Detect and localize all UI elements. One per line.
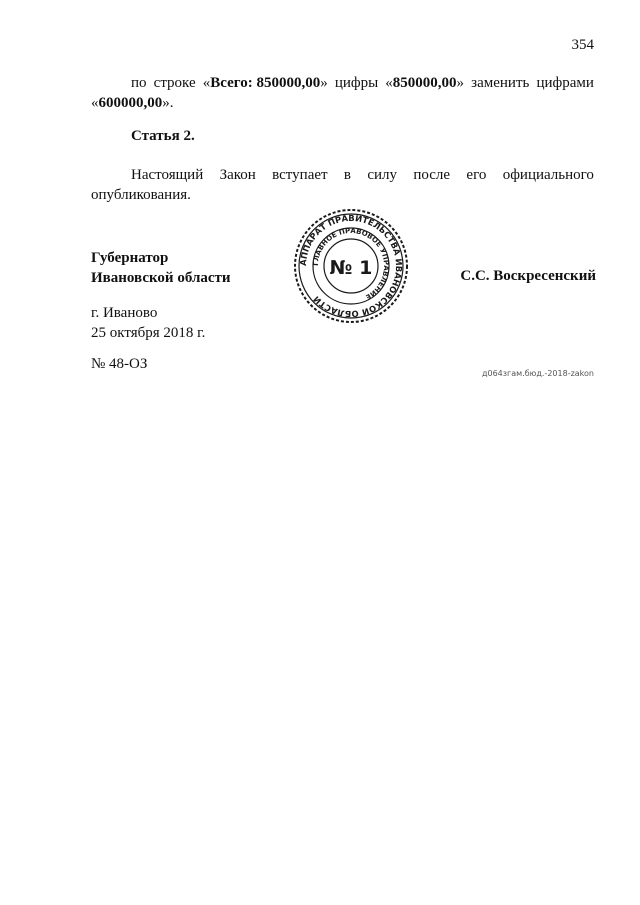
law-number: № 48-ОЗ: [91, 356, 148, 372]
word-2: Закон: [219, 167, 256, 183]
word-stroke: строке: [153, 75, 196, 91]
force-line-1: [91, 165, 594, 185]
amendment-line-2: «600000,00».: [91, 95, 174, 111]
word-5: силу: [367, 167, 398, 183]
page-number: 354: [571, 37, 594, 53]
governor-title: [91, 248, 231, 288]
file-reference: д064згам.бюд.-2018-zakon: [481, 369, 594, 378]
word-3: вступает: [272, 167, 328, 183]
word-digits-2: цифрами: [536, 75, 594, 91]
word-digits: цифры: [334, 75, 379, 91]
word-replace: заменить: [471, 75, 530, 91]
signatory-name: С.С. Воскресенский: [460, 268, 596, 284]
date: 25 октября 2018 г.: [91, 325, 206, 341]
word-1: Настоящий: [131, 167, 204, 183]
amendment-paragraph: [91, 73, 594, 113]
place-and-date: [91, 303, 205, 343]
article-title: Статья 2.: [131, 128, 195, 144]
word-8: официального: [502, 167, 594, 183]
seal-ring-text: АППАРАТ ПРАВИТЕЛЬСТВА ИВАНОВСКОЙ ОБЛАСТИ: [297, 212, 405, 320]
entry-into-force-paragraph: [91, 165, 594, 205]
force-line-2: опубликования.: [91, 187, 191, 203]
seal-inner-text: ГЛАВНОЕ ПРАВОВОЕ УПРАВЛЕНИЕ: [311, 226, 391, 302]
word-6: после: [413, 167, 451, 183]
place: г. Иваново: [91, 305, 158, 321]
word-4: в: [343, 167, 352, 183]
amendment-line-1: [91, 73, 594, 93]
quoted-old-value: «850000,00»: [385, 75, 465, 91]
official-seal: [293, 208, 409, 324]
governor-title-line-1: Губернатор: [91, 250, 169, 266]
governor-title-line-2: Ивановской области: [91, 270, 231, 286]
seal-center-number: № 1: [329, 257, 373, 279]
word-7: его: [466, 167, 487, 183]
quoted-total: «Всего: 850000,00»: [202, 75, 328, 91]
word-po: по: [131, 75, 147, 91]
